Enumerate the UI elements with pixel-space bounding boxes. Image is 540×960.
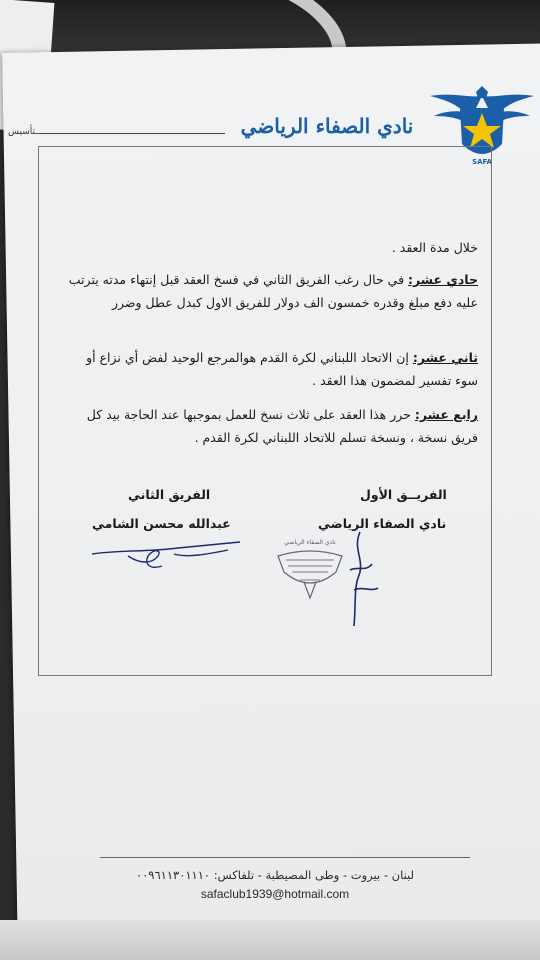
header-rule bbox=[40, 133, 225, 134]
second-party-signature bbox=[88, 534, 248, 574]
clause-11-text: في حال رغب الفريق الثاني في فسخ العقد قبل إنتهاء مدته يترتب عليه دفع مبلغ وقدره خمسون الف دولار للفريق الاول كبدل عطل وضرر bbox=[68, 272, 478, 310]
stamp-text: نادي الصفاء الرياضي bbox=[284, 539, 336, 546]
clause-12 bbox=[60, 346, 478, 392]
footer-rule bbox=[100, 857, 470, 858]
clause-11 bbox=[60, 268, 478, 314]
opening-line: خلال مدة العقد . bbox=[391, 240, 478, 255]
second-party-name: عبدالله محسن الشامي bbox=[92, 516, 231, 531]
footer-email: safaclub1939@hotmail.com bbox=[200, 887, 350, 901]
second-party-label: الفريق الثاني bbox=[128, 487, 211, 502]
clause-12-title: ثاني عشر: bbox=[412, 350, 478, 365]
first-party-name: نادي الصفاء الرياضي bbox=[318, 516, 447, 531]
logo-text: SAFA bbox=[472, 158, 492, 166]
header-side-text: ـــتأسيس bbox=[8, 127, 44, 137]
clause-14 bbox=[60, 403, 478, 449]
clause-14-text: حرر هذا العقد على ثلاث نسخ للعمل بموجبها عند الحاجة بيد كل فريق نسخة ، ونسخة تسلم للاتحاد اللبناني لكرة القدم . bbox=[86, 407, 478, 445]
club-name: نادي الصفاء الرياضي bbox=[240, 114, 414, 138]
clause-12-text: إن الاتحاد اللبناني لكرة القدم هوالمرجع الوحيد لفض أي نزاع أو سوء تفسير لمضمون هذا العقد . bbox=[86, 350, 478, 388]
first-party-label: الفريــق الأول bbox=[360, 487, 447, 502]
bottom-paper bbox=[0, 920, 540, 960]
first-party-signature bbox=[332, 530, 392, 630]
footer-address: لبنان - بيروت - وطى المصيطبة - تلفاكس: ٠٠٩٦١١٣٠١١١٠ bbox=[135, 868, 415, 882]
clause-11-title: حادي عشر: bbox=[408, 272, 478, 287]
clause-14-title: رابع عشر: bbox=[414, 407, 478, 422]
